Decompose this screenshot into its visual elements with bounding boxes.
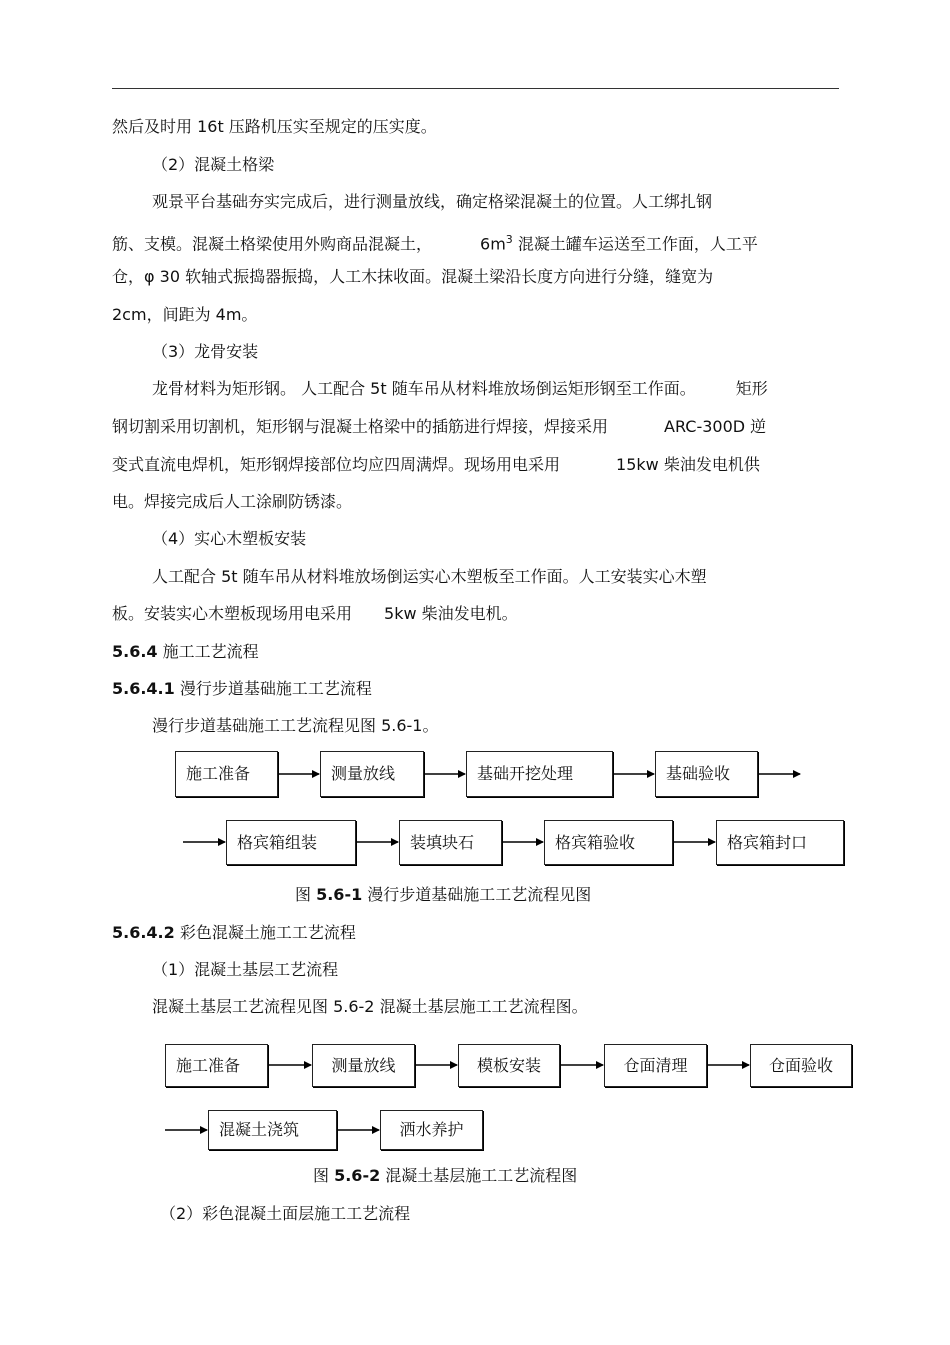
flow-step: 格宾箱验收 [544,820,673,865]
flow-step: 施工准备 [175,751,278,797]
flow-step: 洒水养护 [380,1110,483,1150]
flow-step: 仓面验收 [750,1044,852,1087]
paragraph-line: 仓，φ 30 软轴式振捣器振捣，人工木抹收面。混凝土梁沿长度方向进行分缝，缝宽为 [112,267,714,286]
flow-step: 格宾箱封口 [716,820,844,865]
flow-step: 施工准备 [165,1044,268,1087]
subheading: （2）彩色混凝土面层施工工艺流程 [160,1204,411,1223]
flow-step: 混凝土浇筑 [208,1110,337,1150]
paragraph-line: 观景平台基础夯实完成后，进行测量放线，确定格梁混凝土的位置。人工绑扎钢 [152,192,713,211]
paragraph-line: 然后及时用 16t 压路机压实至规定的压实度。 [112,117,437,136]
paragraph-line: 板。安装实心木塑板现场用电采用 5kw 柴油发电机。 [112,604,518,623]
flow-step: 测量放线 [320,751,424,797]
paragraph-line: 人工配合 5t 随车吊从材料堆放场倒运实心木塑板至工作面。人工安装实心木塑 [152,567,707,586]
section-heading: 5.6.4 施工工艺流程 [112,642,259,661]
paragraph-line: 筋、支模。混凝土格梁使用外购商品混凝土， $6m^3$ 混凝土罐车运送至工作面，人工平 [112,233,758,254]
flow-step: 仓面清理 [604,1044,707,1087]
flow-step: 基础验收 [655,751,758,797]
paragraph-line: 电。焊接完成后人工涂刷防锈漆。 [112,492,353,511]
subheading: （2）混凝土格梁 [152,155,275,174]
paragraph-line: 变式直流电焊机，矩形钢焊接部位均应四周满焊。现场用电采用 15kw 柴油发电机供 [112,455,760,474]
section-heading: 5.6.4.2 彩色混凝土施工工艺流程 [112,923,356,942]
figure-caption: 图 5.6-2 混凝土基层施工工艺流程图 [313,1166,578,1185]
flow-step: 测量放线 [312,1044,415,1087]
subheading: （3）龙骨安装 [152,342,259,361]
subheading: （1）混凝土基层工艺流程 [152,960,339,979]
flow-step: 装填块石 [399,820,502,865]
paragraph-line: 龙骨材料为矩形钢。 人工配合 5t 随车吊从材料堆放场倒运矩形钢至工作面。 矩形 [152,379,768,398]
paragraph-line: 漫行步道基础施工工艺流程见图 5.6-1。 [152,716,439,735]
flow-step: 模板安装 [458,1044,560,1087]
figure-caption: 图 5.6-1 漫行步道基础施工工艺流程见图 [295,885,592,904]
flow-step: 格宾箱组装 [226,820,356,865]
paragraph-line: 2cm，间距为 4m。 [112,305,258,324]
paragraph-line: 钢切割采用切割机，矩形钢与混凝土格梁中的插筋进行焊接，焊接采用 ARC-300D 逆 [112,417,767,436]
flow-step: 基础开挖处理 [466,751,613,797]
subheading: （4）实心木塑板安装 [152,529,307,548]
section-heading: 5.6.4.1 漫行步道基础施工工艺流程 [112,679,372,698]
paragraph-line: 混凝土基层工艺流程见图 5.6-2 混凝土基层施工工艺流程图。 [152,997,588,1016]
